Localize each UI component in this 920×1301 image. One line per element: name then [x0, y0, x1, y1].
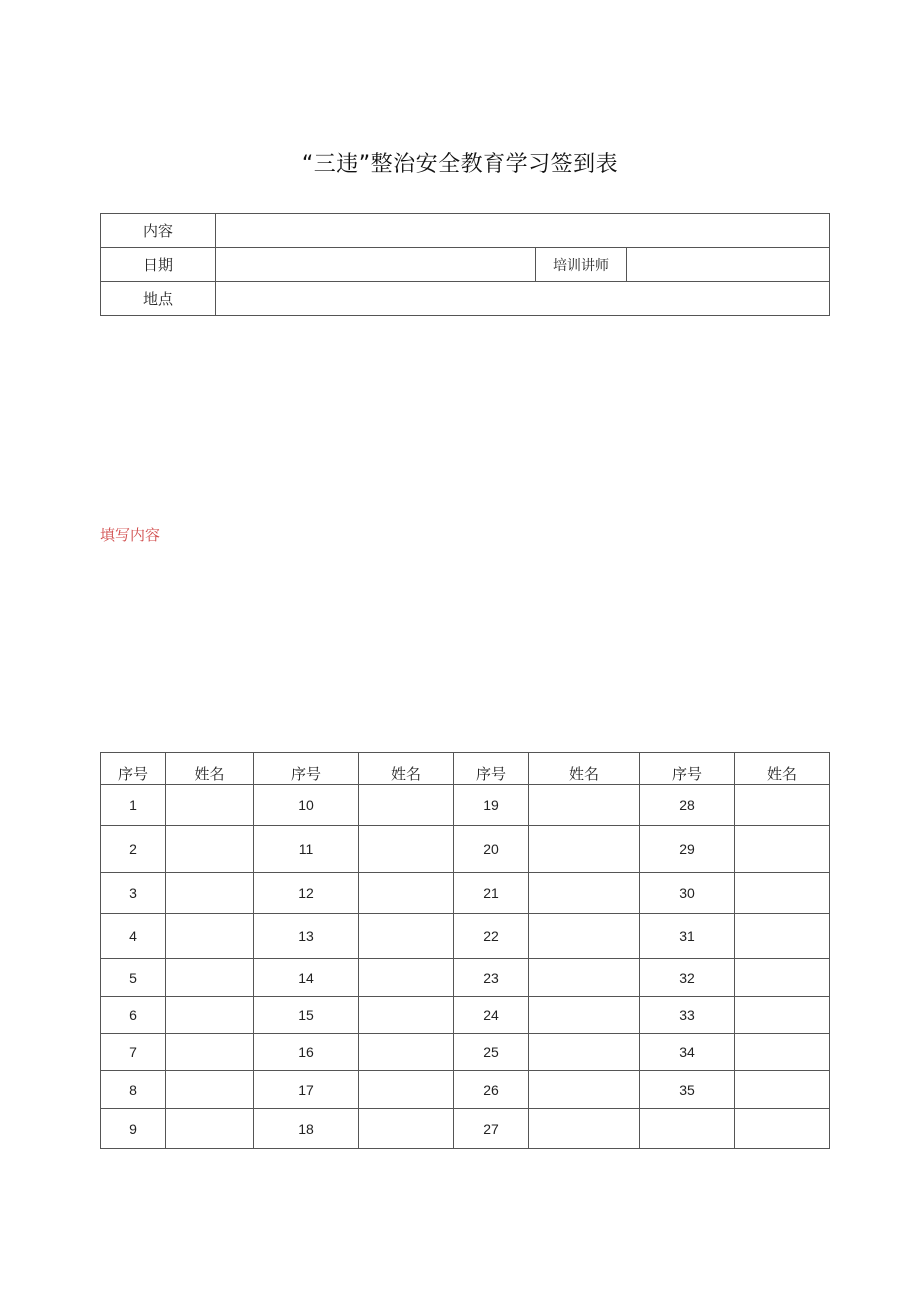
table-row — [101, 1071, 830, 1109]
table-row — [101, 914, 830, 959]
table-row — [101, 1109, 830, 1149]
name-cell[interactable] — [166, 1034, 254, 1071]
seq-cell: 20 — [454, 826, 529, 873]
name-cell[interactable] — [166, 1071, 254, 1109]
name-cell[interactable] — [166, 997, 254, 1034]
name-cell[interactable] — [359, 959, 454, 997]
seq-cell: 31 — [640, 914, 735, 959]
name-cell[interactable] — [166, 914, 254, 959]
table-row — [101, 873, 830, 914]
location-label: 地点 — [101, 282, 216, 316]
table-row — [101, 959, 830, 997]
seq-cell: 15 — [254, 997, 359, 1034]
seq-cell: 4 — [101, 914, 166, 959]
seq-cell: 34 — [640, 1034, 735, 1071]
content-field[interactable] — [216, 214, 830, 248]
name-cell[interactable] — [359, 1109, 454, 1149]
name-cell[interactable] — [735, 1034, 830, 1071]
name-cell[interactable] — [529, 873, 640, 914]
header-seq-3: 序号 — [454, 753, 529, 785]
name-cell[interactable] — [735, 873, 830, 914]
seq-cell: 7 — [101, 1034, 166, 1071]
name-cell[interactable] — [529, 785, 640, 826]
name-cell[interactable] — [735, 826, 830, 873]
seq-cell: 5 — [101, 959, 166, 997]
seq-cell — [640, 1109, 735, 1149]
trainer-field[interactable] — [627, 248, 830, 282]
header-seq-4: 序号 — [640, 753, 735, 785]
fill-in-note: 填写内容 — [100, 526, 161, 544]
date-field[interactable] — [216, 248, 536, 282]
seq-cell: 18 — [254, 1109, 359, 1149]
seq-cell: 10 — [254, 785, 359, 826]
info-table — [100, 213, 830, 316]
seq-cell: 27 — [454, 1109, 529, 1149]
content-row — [101, 214, 830, 248]
name-cell[interactable] — [359, 1071, 454, 1109]
seq-cell: 23 — [454, 959, 529, 997]
seq-cell: 16 — [254, 1034, 359, 1071]
seq-cell: 8 — [101, 1071, 166, 1109]
name-cell[interactable] — [735, 959, 830, 997]
header-name-1: 姓名 — [166, 753, 254, 785]
seq-cell: 24 — [454, 997, 529, 1034]
content-label: 内容 — [101, 214, 216, 248]
header-name-2: 姓名 — [359, 753, 454, 785]
name-cell[interactable] — [166, 1109, 254, 1149]
name-cell[interactable] — [529, 959, 640, 997]
name-cell[interactable] — [735, 1071, 830, 1109]
seq-cell: 26 — [454, 1071, 529, 1109]
seq-cell: 6 — [101, 997, 166, 1034]
date-row — [101, 248, 830, 282]
seq-cell: 33 — [640, 997, 735, 1034]
seq-cell: 28 — [640, 785, 735, 826]
name-cell[interactable] — [359, 1034, 454, 1071]
seq-cell: 2 — [101, 826, 166, 873]
name-cell[interactable] — [359, 785, 454, 826]
location-row — [101, 282, 830, 316]
location-field[interactable] — [216, 282, 830, 316]
seq-cell: 12 — [254, 873, 359, 914]
name-cell[interactable] — [735, 785, 830, 826]
seq-cell: 32 — [640, 959, 735, 997]
table-row — [101, 997, 830, 1034]
name-cell[interactable] — [735, 1109, 830, 1149]
seq-cell: 3 — [101, 873, 166, 914]
name-cell[interactable] — [166, 785, 254, 826]
date-label: 日期 — [101, 248, 216, 282]
name-cell[interactable] — [529, 1034, 640, 1071]
name-cell[interactable] — [166, 826, 254, 873]
seq-cell: 19 — [454, 785, 529, 826]
name-cell[interactable] — [529, 914, 640, 959]
seq-cell: 22 — [454, 914, 529, 959]
name-cell[interactable] — [529, 1071, 640, 1109]
name-cell[interactable] — [359, 997, 454, 1034]
name-cell[interactable] — [359, 914, 454, 959]
name-cell[interactable] — [359, 826, 454, 873]
seq-cell: 11 — [254, 826, 359, 873]
name-cell[interactable] — [529, 826, 640, 873]
seq-cell: 25 — [454, 1034, 529, 1071]
name-cell[interactable] — [529, 997, 640, 1034]
header-seq-1: 序号 — [101, 753, 166, 785]
seq-cell: 14 — [254, 959, 359, 997]
header-seq-2: 序号 — [254, 753, 359, 785]
table-row — [101, 1034, 830, 1071]
name-cell[interactable] — [359, 873, 454, 914]
seq-cell: 13 — [254, 914, 359, 959]
seq-cell: 17 — [254, 1071, 359, 1109]
sign-in-table — [100, 752, 830, 1149]
seq-cell: 30 — [640, 873, 735, 914]
seq-cell: 9 — [101, 1109, 166, 1149]
name-cell[interactable] — [735, 914, 830, 959]
seq-cell: 21 — [454, 873, 529, 914]
table-row — [101, 826, 830, 873]
name-cell[interactable] — [529, 1109, 640, 1149]
sign-header-row — [101, 753, 830, 785]
seq-cell: 35 — [640, 1071, 735, 1109]
name-cell[interactable] — [735, 997, 830, 1034]
header-name-4: 姓名 — [735, 753, 830, 785]
page-title: “三违”整治安全教育学习签到表 — [301, 152, 619, 177]
seq-cell: 29 — [640, 826, 735, 873]
table-row — [101, 785, 830, 826]
trainer-label: 培训讲师 — [536, 248, 627, 282]
name-cell[interactable] — [166, 873, 254, 914]
header-name-3: 姓名 — [529, 753, 640, 785]
name-cell[interactable] — [166, 959, 254, 997]
seq-cell: 1 — [101, 785, 166, 826]
